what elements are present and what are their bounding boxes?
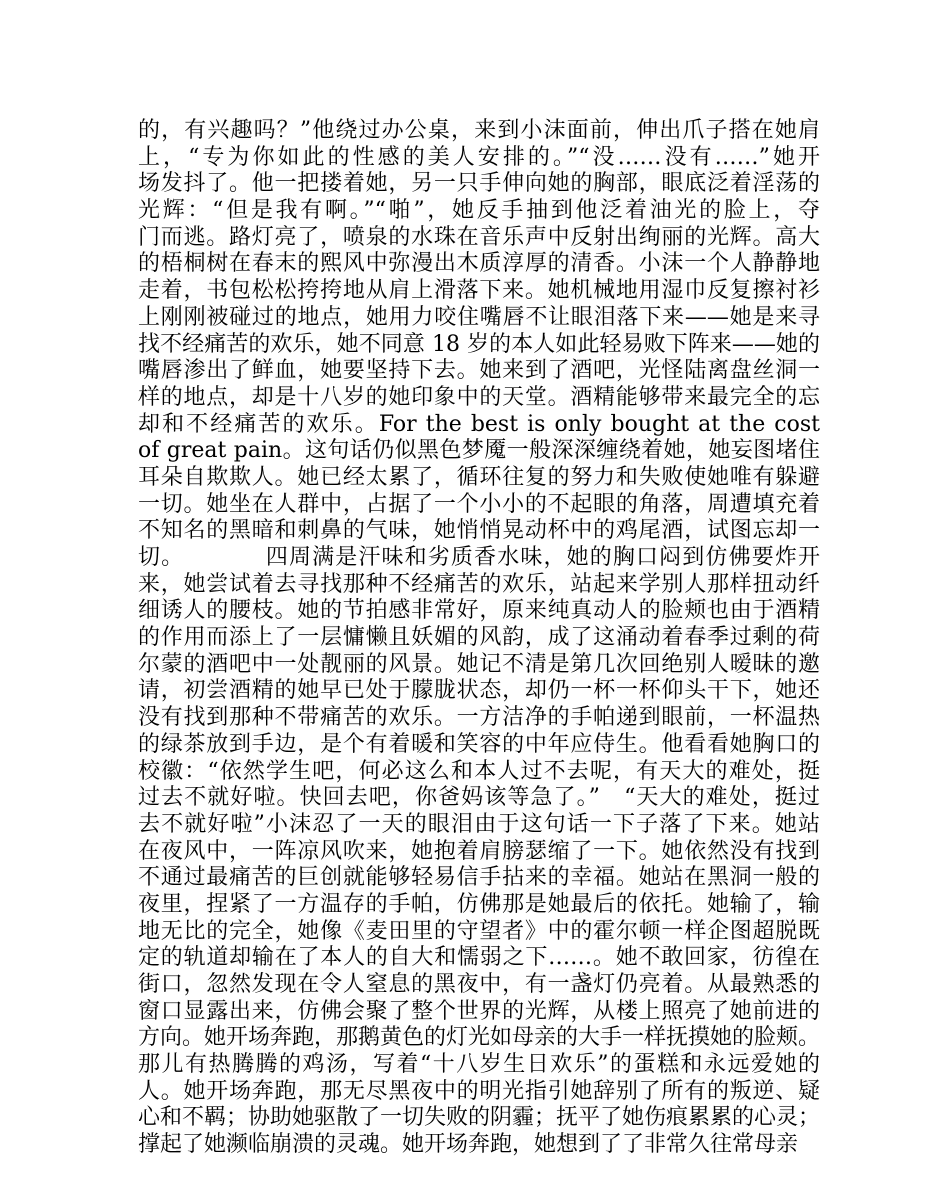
text-line: 样的地点，却是十八岁的她印象中的天堂。酒精能够带来最完全的忘 (138, 384, 820, 410)
text-line: 一切。她坐在人群中，占据了一个小小的不起眼的角落，周遭填充着 (138, 491, 820, 517)
text-line: 撑起了她濒临崩溃的灵魂。她开场奔跑，她想到了了非常久往常母亲 (138, 1132, 799, 1158)
text-line: 找不经痛苦的欢乐，她不同意 18 岁的本人如此轻易败下阵来——她的 (138, 331, 820, 357)
text-line: 场发抖了。他一把搂着她，另一只手伸向她的胸部，眼底泛着淫荡的 (138, 171, 820, 197)
text-line: 方向。她开场奔跑，那鹅黄色的灯光如母亲的大手一样抚摸她的脸颊。 (138, 1025, 820, 1051)
text-line: 夜里，捏紧了一方温存的手帕，仿佛那是她最后的依托。她输了，输 (138, 891, 820, 917)
text-line: 上刚刚被碰过的地点，她用力咬住嘴唇不让眼泪落下来——她是来寻 (138, 304, 820, 330)
text-line: 窗口显露出来，仿佛会聚了整个世界的光辉，从楼上照亮了她前进的 (138, 998, 820, 1024)
text-line: of great pain。这句话仍似黑色梦魇一般深深缠绕着她，她妄图堵住 (138, 438, 820, 464)
text-line: 不知名的黑暗和刺鼻的气味，她悄悄晃动杯中的鸡尾酒，试图忘却一 (138, 518, 820, 544)
body-text (138, 118, 820, 1159)
text-line: 地无比的完全，她像《麦田里的守望者》中的霍尔顿一样企图超脱既 (138, 918, 820, 944)
text-line: 来，她尝试着去寻找那种不经痛苦的欢乐，站起来学别人那样扭动纤 (138, 571, 820, 597)
text-line: 细诱人的腰枝。她的节拍感非常好，原来纯真动人的脸颊也由于酒精 (138, 598, 820, 624)
text-line: 街口，忽然发现在令人窒息的黑夜中，有一盏灯仍亮着。从最熟悉的 (138, 972, 820, 997)
text-line: 尔蒙的酒吧中一处靓丽的风景。她记不清是第几次回绝别人暧昧的邀 (138, 651, 820, 677)
text-line: 的绿茶放到手边，是个有着暖和笑容的中年应侍生。他看看她胸口的 (138, 731, 820, 757)
text-line: 的作用而添上了一层慵懒且妖媚的风韵，成了这涌动着春季过剩的荷 (138, 625, 820, 651)
text-line: 校徽：“依然学生吧，何必这么和本人过不去呢，有天大的难处，挺 (138, 758, 820, 784)
text-line: 定的轨道却输在了本人的自大和懦弱之下……。她不敢回家，彷徨在 (138, 945, 820, 971)
text-line: 人。她开场奔跑，那无尽黑夜中的明光指引她辞别了所有的叛逆、疑 (138, 1078, 820, 1104)
text-line: 嘴唇渗出了鲜血，她要坚持下去。她来到了酒吧，光怪陆离盘丝洞一 (138, 358, 820, 384)
text-line: 没有找到那种不带痛苦的欢乐。一方洁净的手帕递到眼前，一杯温热 (138, 705, 820, 731)
text-line: 却和不经痛苦的欢乐。For the best is only bought at the cost (138, 411, 820, 437)
text-line: 不通过最痛苦的巨创就能够轻易信手拈来的幸福。她站在黑洞一般的 (138, 865, 820, 891)
text-line: 切。 四周满是汗味和劣质香水味，她的胸口闷到仿佛要炸开 (138, 545, 820, 570)
text-line: 门而逃。路灯亮了，喷泉的水珠在音乐声中反射出绚丽的光辉。高大 (138, 224, 820, 250)
text-line: 的，有兴趣吗？”他绕过办公桌，来到小沫面前，伸出爪子搭在她肩 (138, 118, 820, 143)
text-line: 那儿有热腾腾的鸡汤，写着“十八岁生日欢乐”的蛋糕和永远爱她的 (138, 1052, 820, 1078)
text-line: 去不就好啦”小沫忍了一天的眼泪由于这句话一下子落了下来。她站 (138, 811, 820, 837)
text-line: 请，初尝酒精的她早已处于朦胧状态，却仍一杯一杯仰头干下，她还 (138, 678, 820, 704)
text-line: 上，“专为你如此的性感的美人安排的。”“没……没有……”她开 (138, 144, 820, 170)
text-line: 走着，书包松松挎挎地从肩上滑落下来。她机械地用湿巾反复擦衬衫 (138, 278, 820, 304)
text-line: 的梧桐树在春末的熙风中弥漫出木质淳厚的清香。小沫一个人静静地 (138, 251, 820, 277)
text-line: 过去不就好啦。快回去吧，你爸妈该等急了。” “天大的难处，挺过 (138, 785, 820, 811)
text-line: 耳朵自欺欺人。她已经太累了，循环往复的努力和失败使她唯有躲避 (138, 464, 820, 490)
text-line: 光辉：“但是我有啊。”“啪”，她反手抽到他泛着油光的脸上，夺 (138, 198, 820, 224)
text-line: 在夜风中，一阵凉风吹来，她抱着肩膀瑟缩了一下。她依然没有找到 (138, 838, 820, 864)
text-line: 心和不羁；协助她驱散了一切失败的阴霾；抚平了她伤痕累累的心灵； (138, 1105, 820, 1131)
